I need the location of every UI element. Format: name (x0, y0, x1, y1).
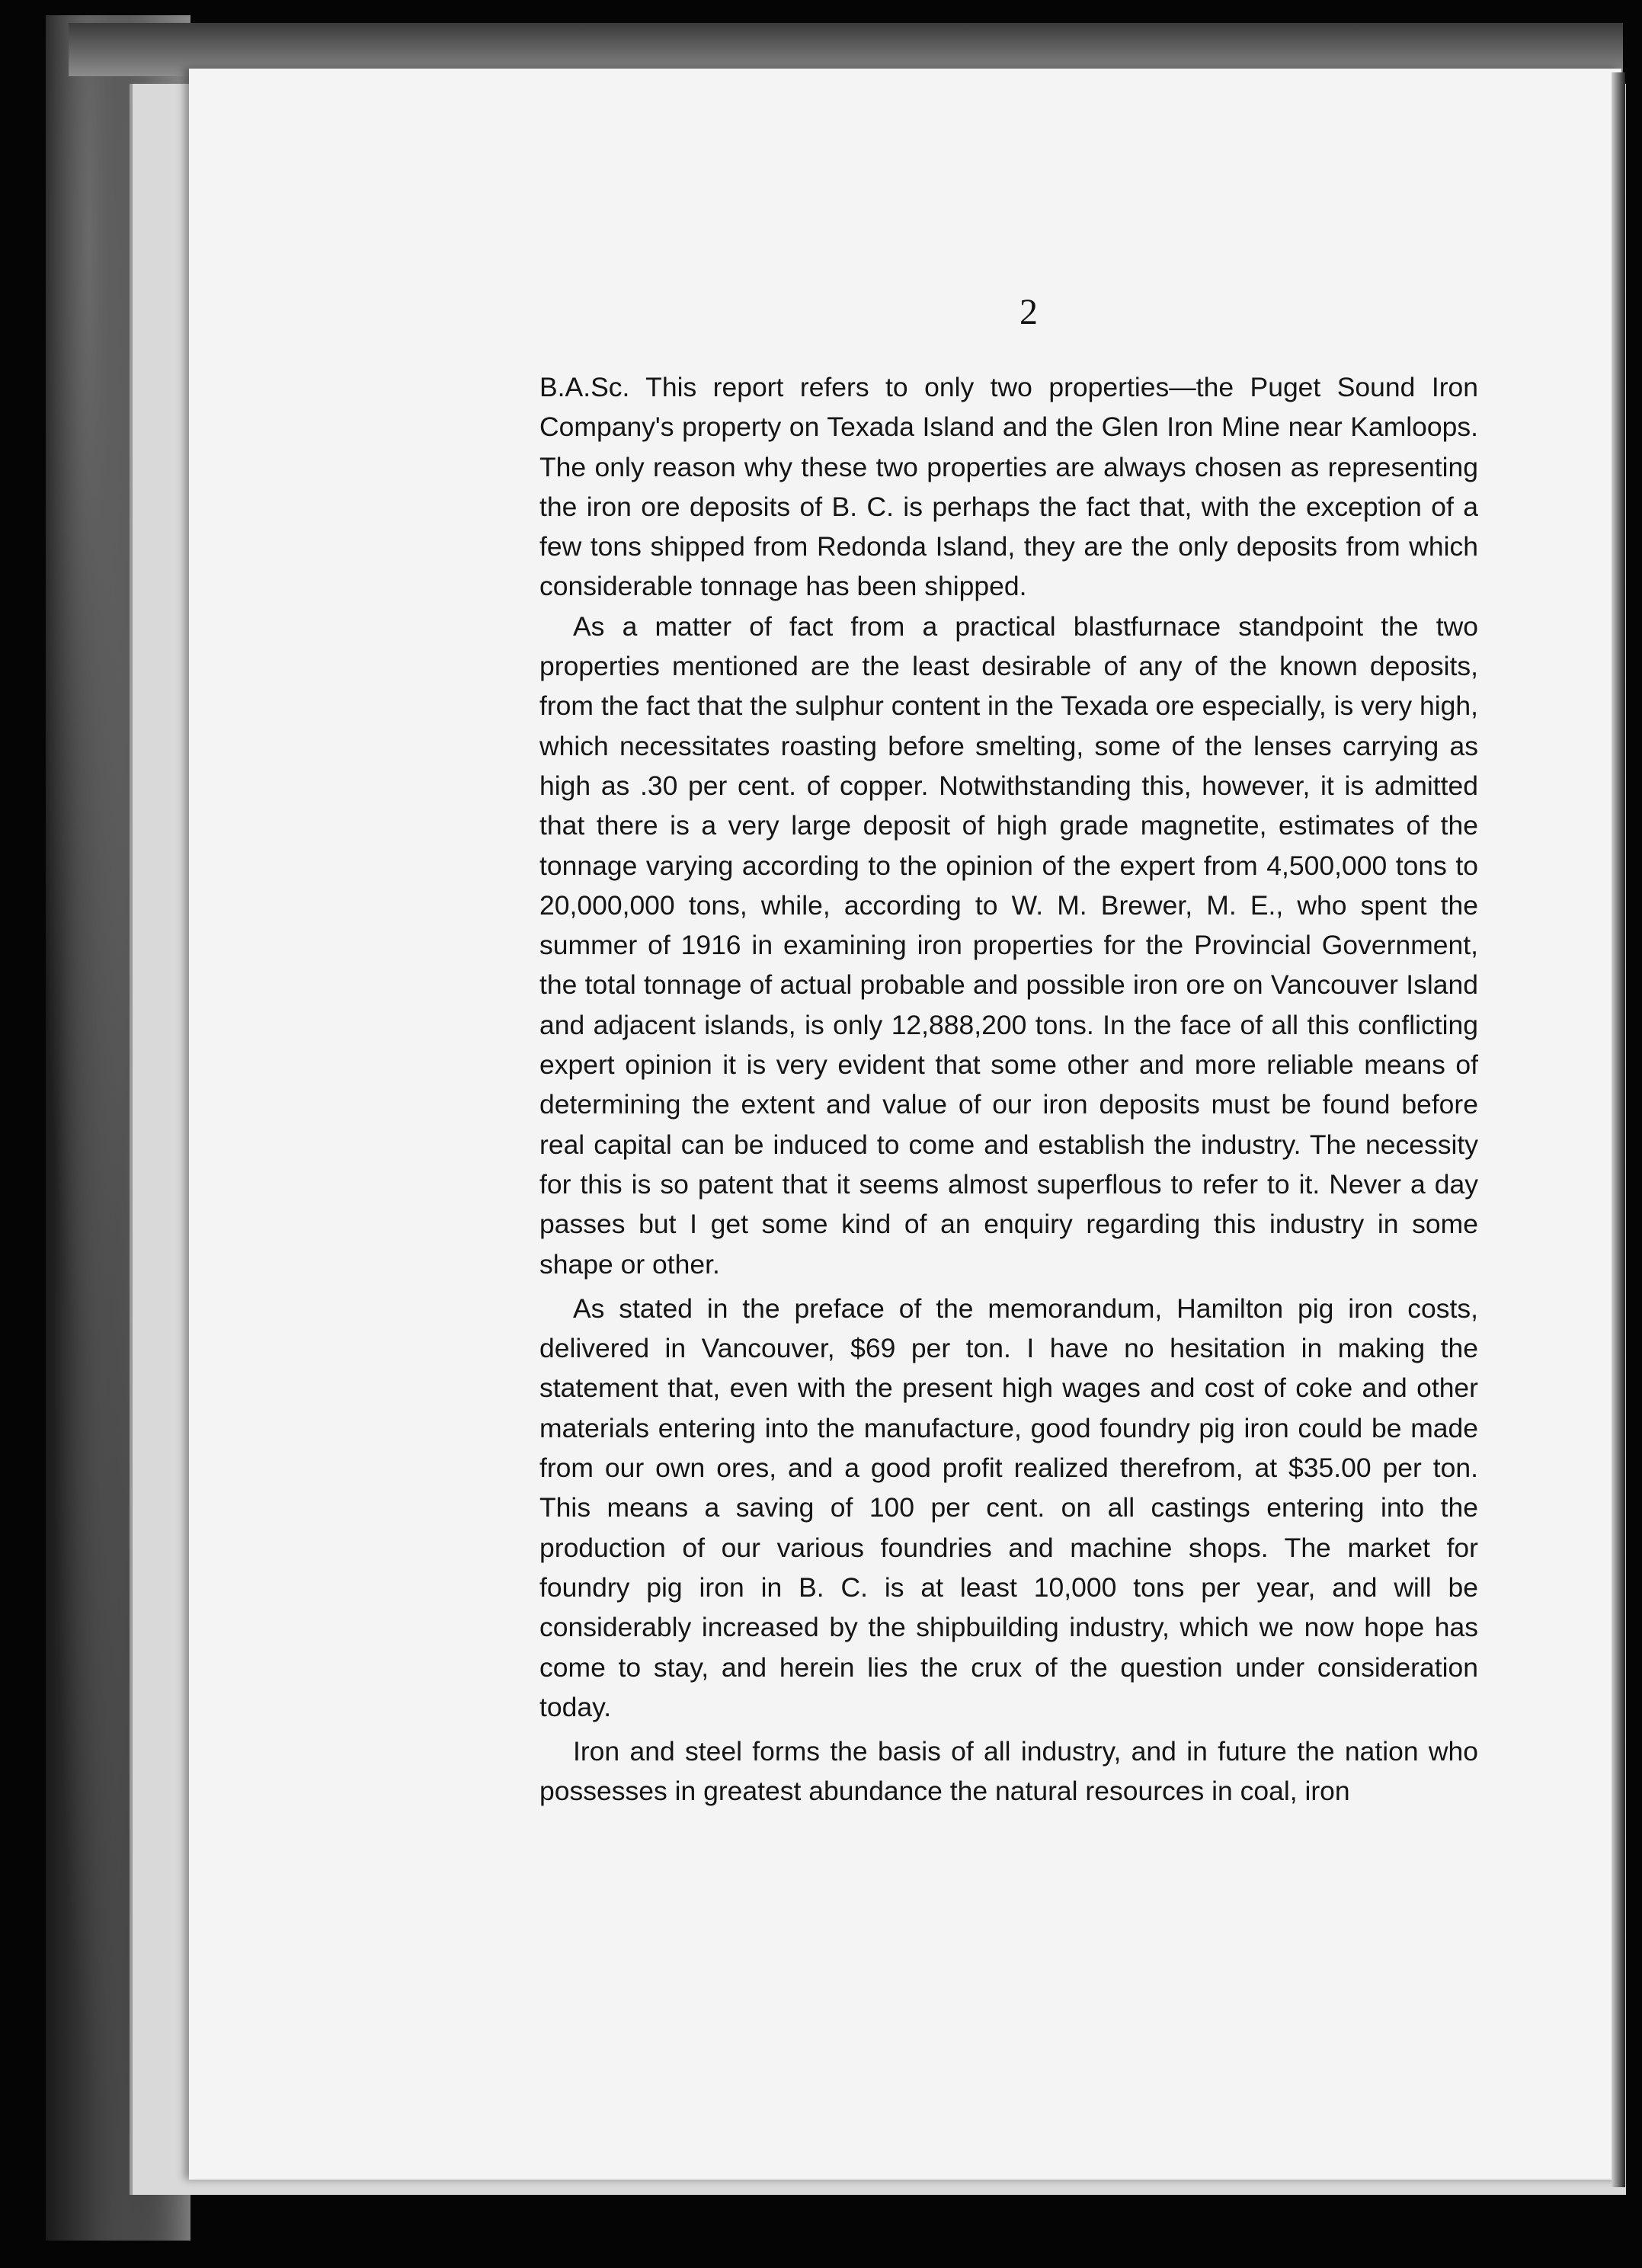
paragraph-3: As stated in the preface of the memorandum, Hamilton pig iron costs, delivered in Vancouver, $69 per ton. I have no hesitation in making the statement that, even with the present high wages and cost of coke and other materials entering into the manufacture, good foundry pig iron could be made from our own ores, and a good profit realized therefrom, at $35.00 per ton. This means a saving of 100 per cent. on all castings entering into the production of our various foundries and machine shops. The market for foundry pig iron in B. C. is at least 10,000 tons per year, and will be considerably increased by the shipbuilding industry, which we now hope has come to stay, and herein lies the crux of the question under consideration today. (539, 1293, 1478, 1722)
body-text (539, 367, 1478, 1812)
page-right-edge (1612, 72, 1625, 2187)
paragraph-1: B.A.Sc. This report refers to only two properties—the Puget Sound Iron Company's property on Texada Island and the Glen Iron Mine near Kamloops. The only reason why these two properties are always chosen as representing the iron ore deposits of B. C. is perhaps the fact that, with the exception of a few tons shipped from Redonda Island, they are the only deposits from which considerable tonnage has been shipped. (539, 372, 1478, 602)
paragraph-2: As a matter of fact from a practical blastfurnace standpoint the two properties mentioned are the least desirable of any of the known deposits, from the fact that the sulphur content in the Texada ore especially, is very high, which necessitates roasting before smelting, some of the lenses carrying as high as .30 per cent. of copper. Notwithstanding this, however, it is admitted that there is a very large deposit of high grade magnetite, estimates of the tonnage varying according to the opinion of the expert from 4,500,000 tons to 20,000,000 tons, while, according to W. M. Brewer, M. E., who spent the summer of 1916 in examining iron properties for the Provincial Government, the total tonnage of actual probable and possible iron ore on Vancouver Island and adjacent islands, is only 12,888,200 tons. In the face of all this conflicting expert opinion it is very evident that some other and more reliable means of determining the extent and value of our iron deposits must be found before real capital can be induced to come and establish the industry. The necessity for this is so patent that it seems almost superflous to refer to it. Never a day passes but I get some kind of an enquiry regarding this industry in some shape or other. (539, 610, 1479, 1280)
paragraph-4: Iron and steel forms the basis of all industry, and in future the nation who possesses in greatest abundance the natural resources in coal, iron (539, 1736, 1478, 1807)
page-number: 2 (1019, 292, 1038, 332)
